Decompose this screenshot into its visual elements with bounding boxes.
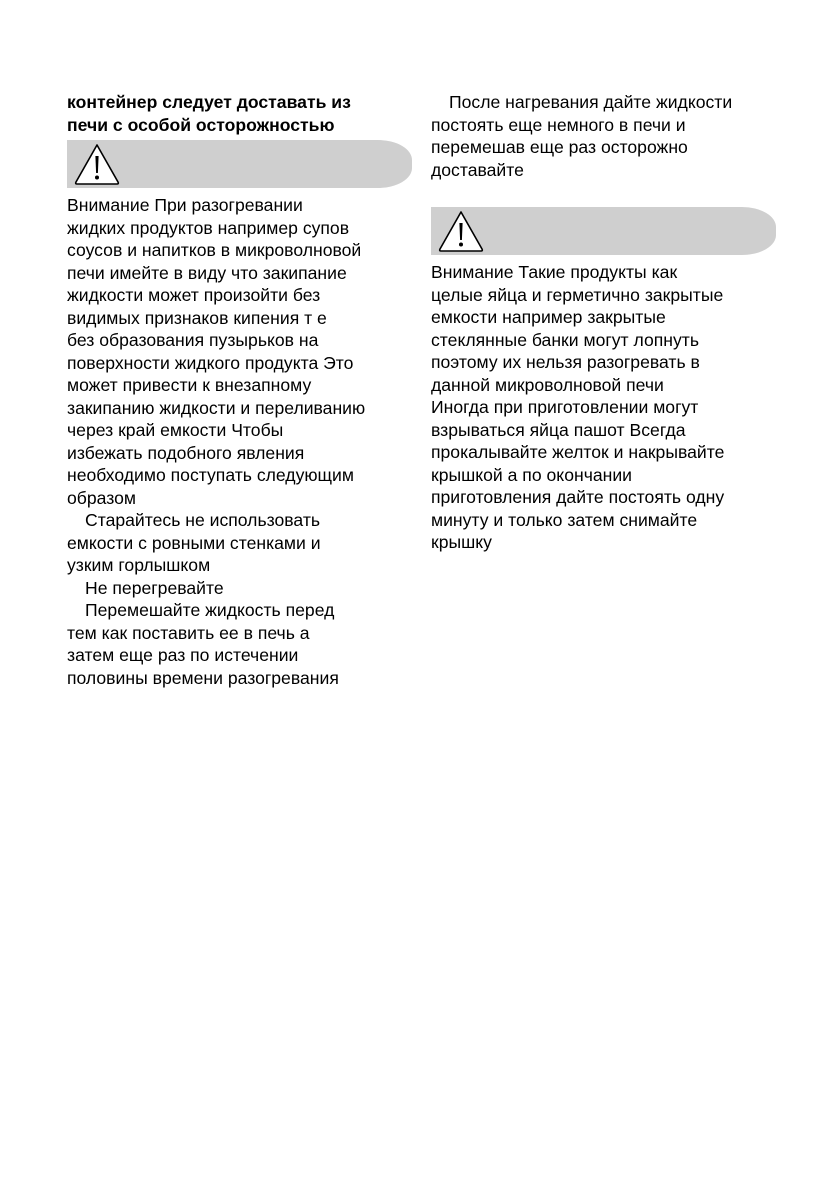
text-line: перемешав еще раз осторожно: [431, 137, 688, 157]
warning-text: [67, 194, 412, 509]
advice-item: [67, 577, 412, 600]
text-line: соусов и напитков в микроволновой: [67, 240, 362, 260]
text-line: Внимание Такие продукты как: [431, 262, 678, 282]
text-line: доставайте: [431, 159, 524, 180]
text-line: Иногда при приготовлении могут: [431, 397, 699, 417]
text-line: образом: [67, 487, 136, 508]
advice-item: [67, 599, 412, 689]
text-line: без образования пузырьков на: [67, 330, 319, 350]
warning-text: [431, 261, 776, 554]
text-line: жидкости может произойти без: [67, 285, 321, 305]
text-line: видимых признаков кипения т е: [67, 307, 327, 328]
text-line: крышкой а по окончании: [431, 464, 633, 485]
advice-item: [67, 509, 412, 577]
intro-line: контейнер следует доставать из: [67, 92, 351, 112]
text-line: Старайтесь не использовать: [85, 510, 321, 530]
text-line: постоять еще немного в печи и: [431, 114, 686, 135]
warning-banner: [431, 207, 776, 255]
text-line: прокалывайте желток и накрывайте: [431, 442, 725, 462]
warning-banner: [67, 140, 412, 188]
text-line: приготовления дайте постоять одну: [431, 487, 725, 507]
text-line: необходимо поступать следующим: [67, 465, 354, 485]
text-line: через край емкости Чтобы: [67, 420, 284, 440]
text-line: узким горлышком: [67, 555, 211, 575]
text-line: может привести к внезапному: [67, 375, 312, 395]
text-line: печи имейте в виду что закипание: [67, 262, 347, 283]
text-line: избежать подобного явления: [67, 442, 305, 463]
text-line: минуту и только затем снимайте: [431, 509, 698, 530]
left-column: [67, 91, 412, 689]
text-line: емкости например закрытые: [431, 307, 666, 327]
text-line: После нагревания дайте жидкости: [449, 92, 733, 112]
text-line: Не перегревайте: [85, 577, 224, 598]
text-line: Внимание При разогревании: [67, 195, 303, 215]
warning-triangle-icon: [73, 142, 121, 186]
text-line: тем как поставить ее в печь а: [67, 622, 310, 643]
text-line: поэтому их нельзя разогревать в: [431, 352, 700, 372]
text-line: половины времени разогревания: [67, 667, 339, 688]
text-line: емкости с ровными стенками и: [67, 532, 321, 553]
text-line: затем еще раз по истечении: [67, 645, 299, 665]
text-line: жидких продуктов например супов: [67, 217, 350, 238]
text-line: данной микроволновой печи: [431, 374, 664, 395]
right-column: [431, 91, 776, 554]
text-line: крышку: [431, 532, 492, 552]
text-line: целые яйца и герметично закрытые: [431, 284, 724, 305]
text-line: стеклянные банки могут лопнуть: [431, 329, 700, 350]
intro-line: печи с особой осторожностью: [67, 114, 335, 135]
text-line: взрываться яйца пашот Всегда: [431, 419, 686, 440]
text-line: Перемешайте жидкость перед: [85, 600, 335, 620]
warning-triangle-icon: [437, 209, 485, 253]
text-line: закипанию жидкости и переливанию: [67, 397, 366, 418]
text-line: поверхности жидкого продукта Это: [67, 352, 354, 373]
intro-text: [431, 91, 776, 181]
